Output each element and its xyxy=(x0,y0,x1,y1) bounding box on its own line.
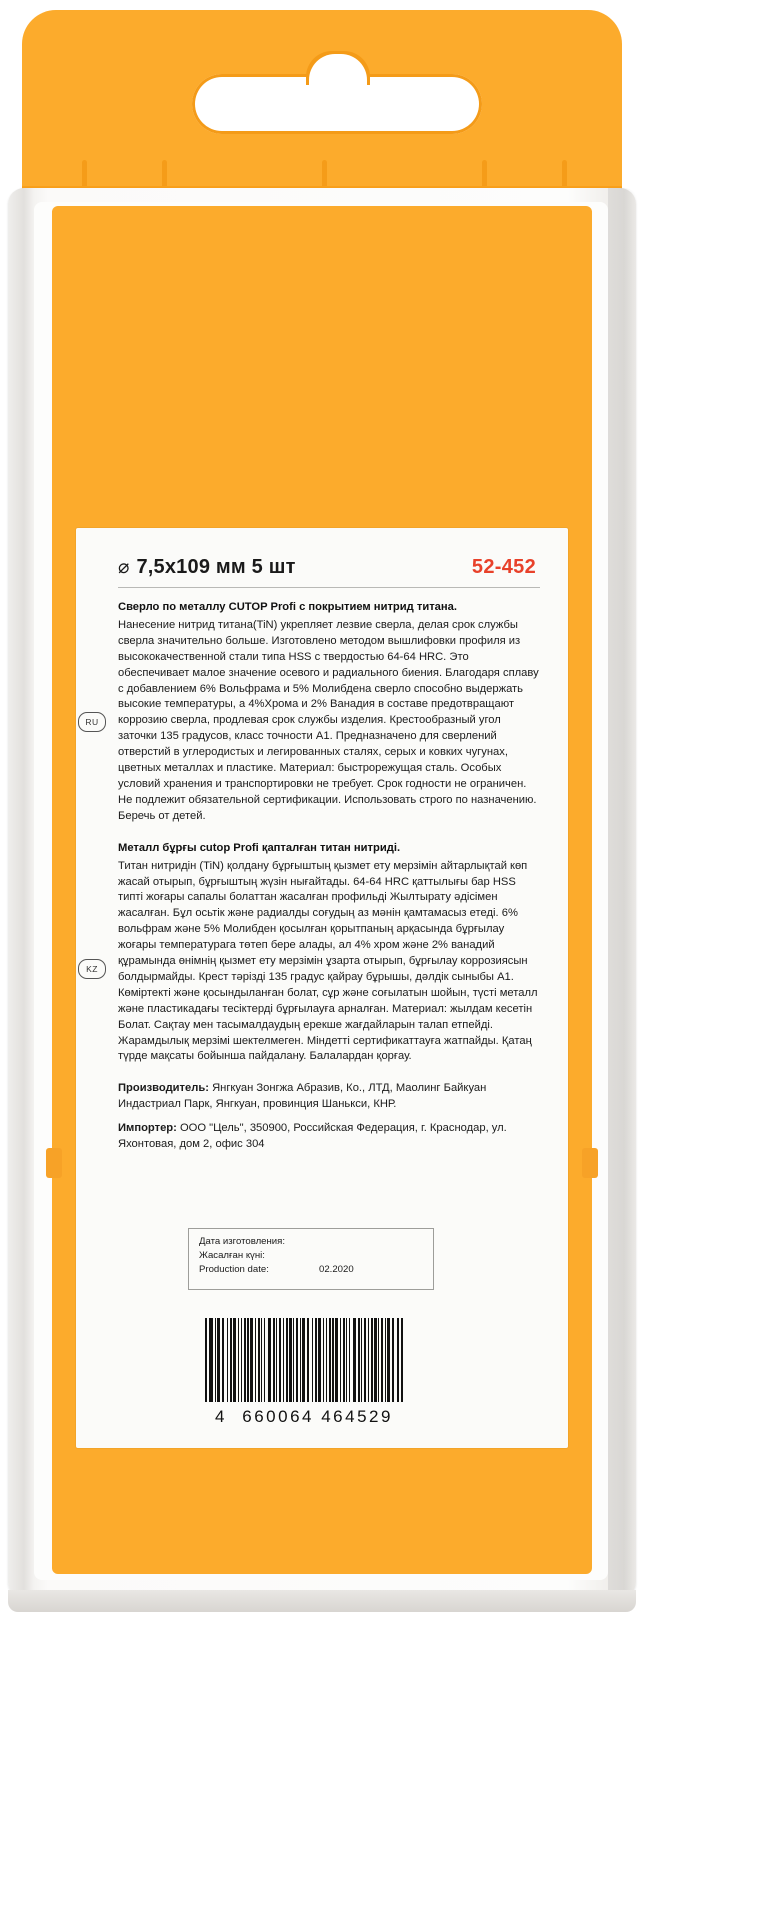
package-bottom-lip xyxy=(8,1590,636,1612)
manufacturer-label: Производитель: xyxy=(118,1082,209,1095)
orange-insert-card xyxy=(52,206,592,1574)
blister-inner xyxy=(34,202,608,1580)
production-date-kz: Жасалған күні: xyxy=(199,1249,265,1261)
barcode-block xyxy=(154,1318,454,1427)
hang-slot-bump xyxy=(309,54,367,88)
language-block-ru xyxy=(85,600,540,825)
importer-label: Импортер: xyxy=(118,1122,177,1135)
ru-heading: Сверло по металлу CUTOP Profi с покрытием нитрид титана. xyxy=(118,601,457,613)
diameter-icon: ⌀ xyxy=(118,557,130,578)
kz-body: Титан нитридін (TiN) қолдану бұрғыштың қызмет ету мерзімін айтарлықтай көп жасай отырып, бұрғыштың жүзін нығайтады. 64-64 HRC қаттылығы бар HSS типті жоғары сапалы болаттан жасалған профильді Жылтырату әдісімен жасалған. Бұл осьтік және радиалды соғудың аз мәнін қамтамасыз етеді. 6% вольфрам және 5% Молибден қосылған қорытпаның арқасында бұрғылау жоғары температурага төтеп бере алады, ал 4% хром және 2% ванадий құрамында өнімнің қызмет ету мерзімін ұзарта отырып, бұрғылау коррозиясын болдырмайды. Крест тәрізді 135 градус қайрау бұрышы, дәлдік сыныбы A1. Көміртекті және қосындыланған болат, сұр және соғылатын шойын, түсті металл және пластикадағы тесіктерді бұрғылауға арналған. Материал: жылдам кесетін Болат. Сақтау мен тасымалдаудың ерекше жағдайларын талап етпейді. Жарамдылық мерзімі шектелмеген. Міндетті сертификаттауға жатпайды. Қатаң түрде мақсаты бойынша пайдалану. Балалардан қорғау. xyxy=(118,859,538,1063)
importer-value: ООО "Цель", 350900, Российская Федерация, г. Краснодар, ул. Яхонтовая, дом 2, офис 304 xyxy=(118,1122,507,1151)
blister-shell xyxy=(8,188,636,1598)
package-header-card xyxy=(22,10,622,200)
product-package xyxy=(8,10,754,1610)
barcode-digits: 4 660064 464529 xyxy=(215,1407,393,1426)
package-shadow xyxy=(608,188,638,1608)
product-size: ⌀ 7,5x109 мм 5 шт xyxy=(118,556,296,578)
insert-clip-left xyxy=(46,1148,62,1178)
article-code: 52-452 xyxy=(471,556,536,578)
company-info xyxy=(118,1081,540,1153)
kz-heading: Металл бұрғы cutop Profi қапталған титан нитриді. xyxy=(118,841,401,854)
language-badge-kz: KZ xyxy=(78,959,106,979)
production-date-value: 02.2020 xyxy=(319,1263,354,1275)
production-date-box xyxy=(188,1228,434,1290)
label-title-row xyxy=(118,556,540,579)
language-block-kz xyxy=(86,841,540,1066)
barcode-bars xyxy=(154,1318,454,1402)
ru-body: Нанесение нитрид титана(TiN) укрепляет лезвие сверла, делая срок службы сверла значительно больше. Изготовлено методом вышлифовки профиля из высококачественной стали типа HSS с твердостью 64-64 HRC. Это обеспечивает малое значение осевого и радиального биения. Благодаря сплаву с добавлением 6% Вольфрама и 5% Молибдена сверло способно выдержать высокие температуры, а 4%Хрома и 2% Ванадия в составе предотвращают коррозию сверла, продлевая срок службы изделия. Крестообразный угол заточки 135 градусов, класс точности A1. Предназначено для сверлений отверстий в углеродистых и легированных сталях, серых и ковких чугунах, цветных металлах и пластике. Материал: быстрорежущая сталь. Особых условий хранения и транспортировки не требует. Срок годности не ограничен. Не подлежит обязательной сертификации. Использовать строго по назначению. Беречь от детей. xyxy=(118,618,539,822)
production-date-en: Production date: 02.2020 xyxy=(199,1263,354,1275)
language-badge-ru: RU xyxy=(78,712,106,732)
importer-line xyxy=(118,1121,540,1153)
product-label xyxy=(76,528,568,1448)
manufacturer-line xyxy=(118,1081,540,1113)
insert-clip-right xyxy=(582,1148,598,1178)
production-date-ru: Дата изготовления: xyxy=(199,1236,286,1247)
manufacturer-value: Янгкуан Зонгжа Абразив, Ко., ЛТД, Маолинг Байкуан Индастриал Парк, Янгкуан, провинция Шанькси, КНР. xyxy=(118,1082,487,1111)
title-divider xyxy=(118,587,540,588)
